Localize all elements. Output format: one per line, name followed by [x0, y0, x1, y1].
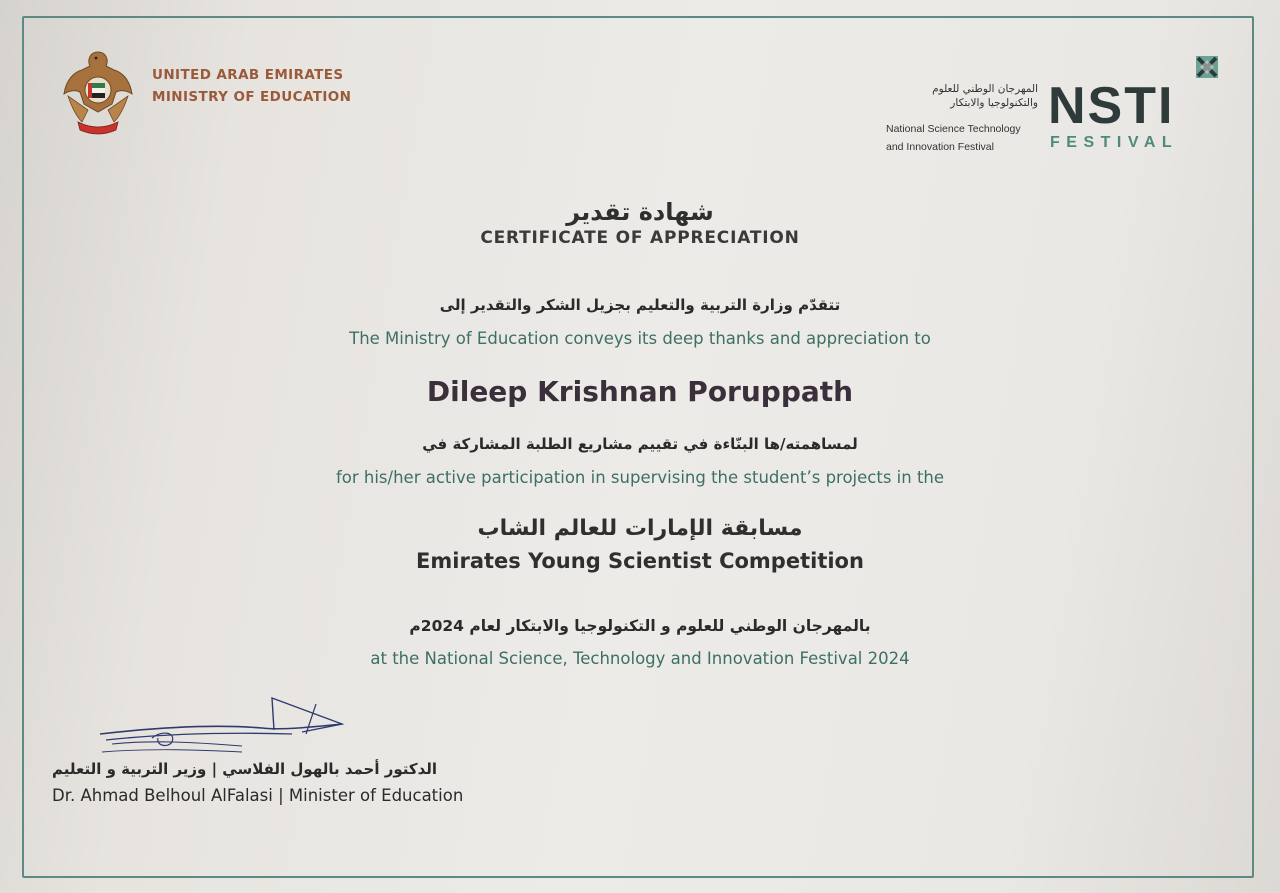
- festival-name-arabic: [886, 82, 1038, 110]
- festival-ar-line2: والتكنولوجيا والابتكار: [950, 97, 1038, 109]
- competition-name-arabic: مسابقة الإمارات للعالم الشاب: [477, 516, 803, 541]
- recipient-name: Dileep Krishnan Poruppath: [426, 375, 854, 408]
- ministry-line1: UNITED ARAB EMIRATES: [152, 67, 344, 83]
- competition-name: Emirates Young Scientist Competition: [416, 549, 864, 573]
- participation-text-arabic: لمساهمته/ها البنّاءة في تقييم مشاريع الطلبة المشاركة في: [422, 435, 858, 453]
- ministry-name: [152, 64, 351, 108]
- ministry-line2: MINISTRY OF EDUCATION: [152, 89, 352, 105]
- uae-falcon-emblem-icon: [60, 46, 136, 138]
- intro-text-arabic: تتقدّم وزارة التربية والتعليم بجزيل الشكر والتقدير إلى: [439, 296, 841, 314]
- festival-en-line2: and Innovation Festival: [886, 141, 994, 153]
- signatory-title: Dr. Ahmad Belhoul AlFalasi | Minister of Education: [52, 786, 464, 805]
- festival-text: at the National Science, Technology and Innovation Festival 2024: [370, 649, 910, 668]
- nsti-x-mark-icon: [1196, 56, 1218, 78]
- nsti-logo-text: NSTI: [1048, 77, 1175, 135]
- festival-text-arabic: بالمهرجان الوطني للعلوم و التكنولوجيا والابتكار لعام 2024م: [409, 617, 871, 635]
- festival-ar-line1: المهرجان الوطني للعلوم: [932, 83, 1038, 95]
- festival-name-english: [886, 120, 1021, 156]
- intro-text: The Ministry of Education conveys its deep thanks and appreciation to: [349, 329, 931, 348]
- certificate-title-arabic: شهادة تقدير: [566, 198, 714, 226]
- participation-text: for his/her active participation in supervising the student’s projects in the: [335, 468, 945, 487]
- nsti-logo-subtitle: FESTIVAL: [1050, 134, 1179, 151]
- signatory-title-arabic: الدكتور أحمد بالهول الفلاسي | وزير التربية و التعليم: [52, 760, 438, 778]
- handwritten-signature-icon: [92, 694, 352, 758]
- certificate-title: CERTIFICATE OF APPRECIATION: [480, 228, 800, 248]
- festival-en-line1: National Science Technology: [886, 123, 1021, 135]
